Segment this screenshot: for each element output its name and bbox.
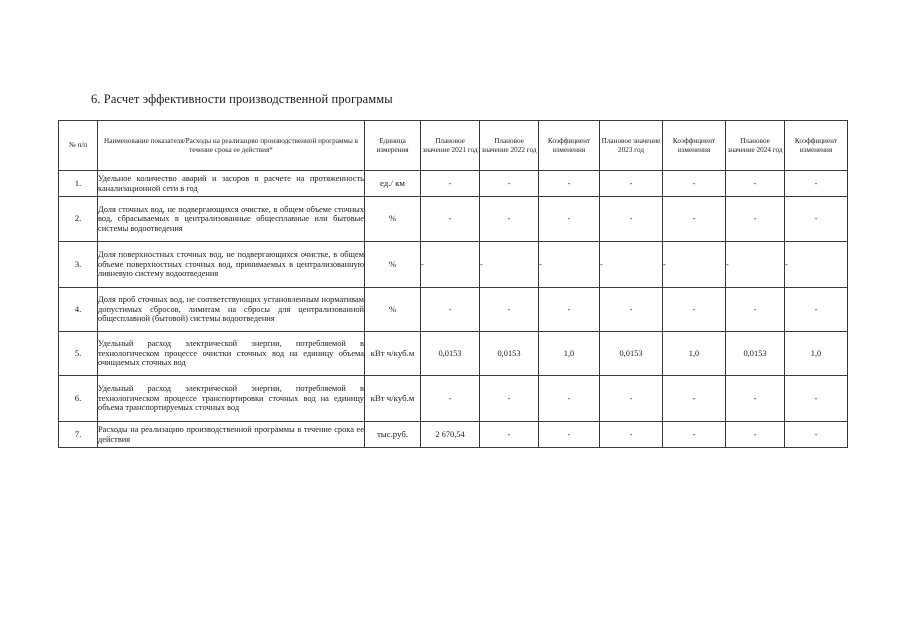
row-unit: % [365,197,421,242]
value-plan-2024: - [726,288,785,332]
value-coef-1: - [539,376,600,422]
value-plan-2022: - [480,242,539,288]
value-plan-2021: 2 670,54 [421,422,480,448]
value-coef-1: - [539,197,600,242]
value-plan-2022: - [480,197,539,242]
header-cell-name: Наименование показателя/Расходы на реализацию производственной программы в течение срока ее действия* [98,121,365,171]
row-unit: % [365,288,421,332]
row-number: 5. [59,332,98,376]
row-number: 3. [59,242,98,288]
value-plan-2024: - [726,171,785,197]
value-plan-2021: - [421,242,480,288]
table-row [59,242,848,288]
row-number: 4. [59,288,98,332]
value-plan-2021: - [421,171,480,197]
table-row [59,197,848,242]
value-plan-2023: - [600,422,663,448]
value-plan-2024: - [726,376,785,422]
row-indicator-name: Удельный расход электрической энергии, потребляемой в технологическом процессе очистки сточных вод на единицу объема очищаемых сточных вод [98,332,365,376]
value-coef-1: - [539,288,600,332]
value-plan-2023: - [600,288,663,332]
value-plan-2023: - [600,376,663,422]
value-plan-2022: - [480,422,539,448]
value-plan-2024: - [726,197,785,242]
value-coef-3: - [785,242,848,288]
value-coef-1: 1,0 [539,332,600,376]
row-unit: ед./ км [365,171,421,197]
table-row [59,332,848,376]
header-cell-plan-2024: Плановое значение 2024 год [726,121,785,171]
row-indicator-name: Расходы на реализацию производственной программы в течение срока ее действия [98,422,365,448]
row-unit: тыс.руб. [365,422,421,448]
table-row [59,288,848,332]
row-unit: кВт ч/куб.м [365,376,421,422]
header-cell-plan-2022: Плановое значение 2022 год [480,121,539,171]
value-plan-2021: - [421,376,480,422]
value-coef-3: - [785,376,848,422]
value-coef-2: - [663,171,726,197]
table-row [59,376,848,422]
table-row [59,422,848,448]
value-plan-2022: 0,0153 [480,332,539,376]
efficiency-table [58,120,848,448]
row-number: 6. [59,376,98,422]
value-coef-2: - [663,376,726,422]
row-unit: % [365,242,421,288]
row-number: 2. [59,197,98,242]
value-coef-2: - [663,197,726,242]
value-coef-3: - [785,288,848,332]
value-plan-2023: - [600,171,663,197]
value-plan-2021: 0,0153 [421,332,480,376]
value-coef-2: - [663,422,726,448]
table-row [59,171,848,197]
value-plan-2024: 0,0153 [726,332,785,376]
row-indicator-name: Удельный расход электрической энергии, потребляемой в технологическом процессе транспортировки сточных вод на единицу объема транспортируемых сточных вод [98,376,365,422]
row-indicator-name: Доля поверхностных сточных вод, не подвергающихся очистке, в общем объеме поверхностных сточных вод, принимаемых в централизованную ливневую систему водоотведения [98,242,365,288]
row-indicator-name: Доля проб сточных вод, не соответствующих установленным нормативам допустимых сбросов, лимитам на сбросы для централизованной общесплавной (бытовой) системы водоотведения [98,288,365,332]
value-plan-2021: - [421,288,480,332]
value-plan-2022: - [480,376,539,422]
table-header-row [59,121,848,171]
value-coef-1: - [539,171,600,197]
header-cell-coef-2: Коэффициент изменения [663,121,726,171]
row-indicator-name: Удельное количество аварий и засоров в расчете на протяженность канализационной сети в год [98,171,365,197]
value-plan-2021: - [421,197,480,242]
row-indicator-name: Доля сточных вод, не подвергающихся очистке, в общем объеме сточных вод, сбрасываемых в централизованные общесплавные или бытовые системы водоотведения [98,197,365,242]
value-plan-2022: - [480,288,539,332]
value-plan-2023: 0,0153 [600,332,663,376]
value-coef-2: - [663,242,726,288]
value-coef-3: - [785,197,848,242]
header-cell-number: № п/п [59,121,98,171]
section-heading: 6. Расчет эффективности производственной программы [91,92,393,106]
value-plan-2023: - [600,242,663,288]
value-coef-1: - [539,242,600,288]
value-plan-2024: - [726,422,785,448]
header-cell-coef-1: Коэффициент изменения [539,121,600,171]
value-coef-1: - [539,422,600,448]
header-cell-unit: Единица измерения [365,121,421,171]
value-coef-3: - [785,171,848,197]
row-number: 1. [59,171,98,197]
value-coef-3: 1,0 [785,332,848,376]
header-cell-coef-3: Коэффициент изменения [785,121,848,171]
row-number: 7. [59,422,98,448]
header-cell-plan-2023: Плановое значение 2023 год [600,121,663,171]
value-plan-2023: - [600,197,663,242]
value-coef-2: 1,0 [663,332,726,376]
value-coef-2: - [663,288,726,332]
value-plan-2022: - [480,171,539,197]
value-plan-2024: - [726,242,785,288]
value-coef-3: - [785,422,848,448]
row-unit: кВт ч/куб.м [365,332,421,376]
header-cell-plan-2021: Плановое значение 2021 год [421,121,480,171]
